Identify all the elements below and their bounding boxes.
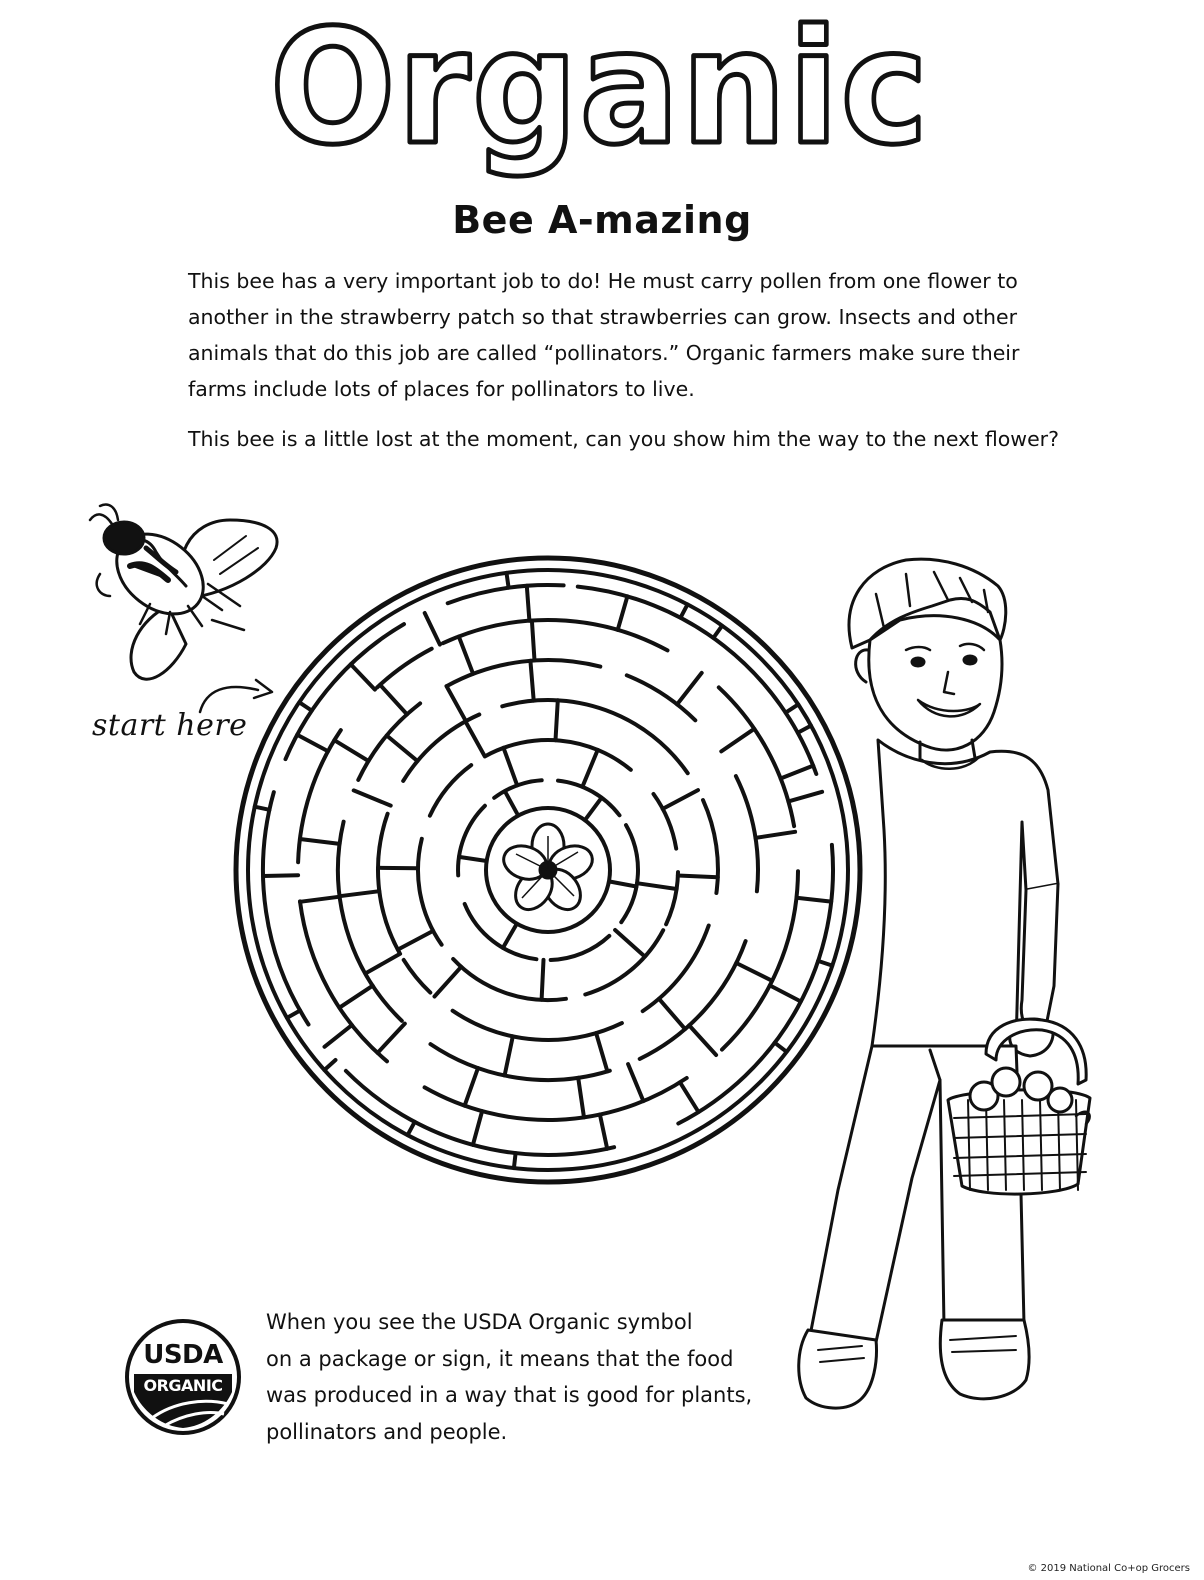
usda-badge-top: USDA xyxy=(143,1340,223,1370)
usda-text-line: When you see the USDA Organic symbol xyxy=(266,1310,693,1334)
page-title: Organic xyxy=(270,0,930,180)
intro-line: farms include lots of places for pollinators to live. xyxy=(188,377,695,401)
activity-title: Bee A-mazing xyxy=(452,198,752,242)
usda-explanation xyxy=(266,1304,753,1450)
copyright-notice: © 2019 National Co+op Grocers xyxy=(1027,1563,1190,1574)
flower-goal-icon xyxy=(486,808,610,932)
usda-badge-bottom: ORGANIC xyxy=(143,1376,223,1395)
intro-line: another in the strawberry patch so that strawberries can grow. Insects and other xyxy=(188,305,1017,329)
bee-illustration xyxy=(90,505,277,680)
usda-organic-seal xyxy=(124,1318,242,1436)
start-here-label: start here xyxy=(92,708,248,743)
usda-text-line: was produced in a way that is good for plants, xyxy=(266,1383,753,1407)
usda-text-line: pollinators and people. xyxy=(266,1419,508,1444)
intro-line: This bee has a very important job to do! He must carry pollen from one flower to xyxy=(188,269,1018,293)
boy-illustration xyxy=(799,559,1090,1408)
usda-text-line: on a package or sign, it means that the food xyxy=(266,1346,734,1371)
intro-line: animals that do this job are called “pollinators.” Organic farmers make sure their xyxy=(188,341,1020,365)
instruction-paragraph: This bee is a little lost at the moment, can you show him the way to the next flower? xyxy=(188,427,1059,451)
